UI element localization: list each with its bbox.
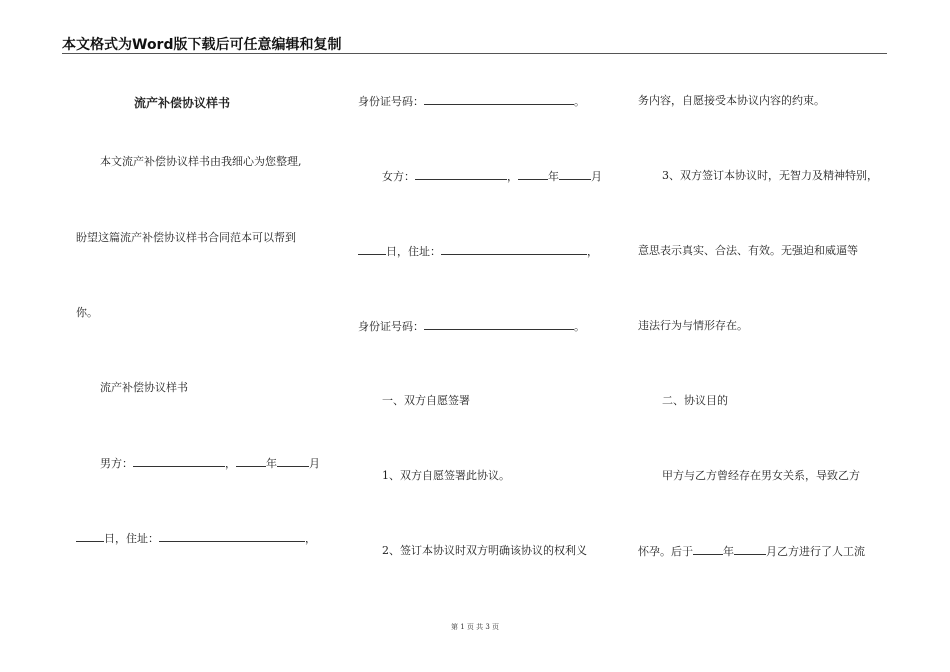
document-title: 流产补偿协议样书 xyxy=(134,96,231,110)
clause-3-start: 3、双方签订本协议时，无智力及精神特别， xyxy=(662,169,878,182)
document-banner: 本文格式为Word版下载后可任意编辑和复制 xyxy=(62,37,342,53)
purpose-line-2 xyxy=(638,544,865,559)
female-month-blank xyxy=(559,169,591,180)
male-label: 男方： xyxy=(100,457,133,470)
period: 。 xyxy=(574,320,585,333)
male-id-line xyxy=(358,94,585,109)
comma: ， xyxy=(507,170,518,183)
year-label: 年 xyxy=(266,457,277,470)
trailing-comma: ， xyxy=(305,532,316,545)
page-number: 第 1 页 共 3 页 xyxy=(450,623,500,631)
section-heading-2: 二、协议目的 xyxy=(662,394,728,407)
female-label: 女方： xyxy=(382,170,415,183)
purpose-suffix: 月乙方进行了人工流 xyxy=(766,545,865,558)
id-label: 身份证号码： xyxy=(358,95,424,108)
female-year-blank xyxy=(518,169,548,180)
clause-3-middle: 意思表示真实、合法、有效。无强迫和威逼等 xyxy=(638,244,858,257)
day-address-label: 日，住址： xyxy=(104,532,159,545)
period: 。 xyxy=(574,95,585,108)
female-id-blank xyxy=(424,319,574,330)
intro-line-1: 本文流产补偿协议样书由我细心为您整理, xyxy=(100,155,302,168)
clause-2-start: 2、签订本协议时双方明确该协议的权利义 xyxy=(382,544,587,557)
male-day-blank xyxy=(76,531,104,542)
male-address-blank xyxy=(159,531,305,542)
female-address-blank xyxy=(441,244,587,255)
clause-2-end: 务内容，自愿接受本协议内容的约束。 xyxy=(638,94,825,107)
female-name-blank xyxy=(415,169,507,180)
year-label: 年 xyxy=(548,170,559,183)
male-party-line xyxy=(100,456,320,471)
day-address-label: 日，住址： xyxy=(386,245,441,258)
male-year-blank xyxy=(236,456,266,467)
female-address-line xyxy=(358,244,598,259)
purpose-line-1: 甲方与乙方曾经存在男女关系，导致乙方 xyxy=(662,469,860,482)
male-month-blank xyxy=(277,456,309,467)
agreement-subtitle: 流产补偿协议样书 xyxy=(100,381,188,394)
female-party-line xyxy=(382,169,602,184)
month-label: 月 xyxy=(591,170,602,183)
male-address-line xyxy=(76,531,316,546)
clause-3-end: 违法行为与情形存在。 xyxy=(638,319,748,332)
trailing-comma: ， xyxy=(587,245,598,258)
purpose-prefix: 怀孕。后于 xyxy=(638,545,693,558)
purpose-month-blank xyxy=(734,544,766,555)
female-day-blank xyxy=(358,244,386,255)
female-id-line xyxy=(358,319,585,334)
id-label: 身份证号码： xyxy=(358,320,424,333)
intro-line-2: 盼望这篇流产补偿协议样书合同范本可以帮到 xyxy=(76,231,296,244)
header-divider xyxy=(62,53,887,54)
purpose-year-blank xyxy=(693,544,723,555)
comma: ， xyxy=(225,457,236,470)
male-id-blank xyxy=(424,94,574,105)
year-label: 年 xyxy=(723,545,734,558)
section-heading-1: 一、双方自愿签署 xyxy=(382,394,470,407)
male-name-blank xyxy=(133,456,225,467)
clause-1: 1、双方自愿签署此协议。 xyxy=(382,469,510,482)
intro-line-3: 你。 xyxy=(76,306,98,319)
month-label: 月 xyxy=(309,457,320,470)
